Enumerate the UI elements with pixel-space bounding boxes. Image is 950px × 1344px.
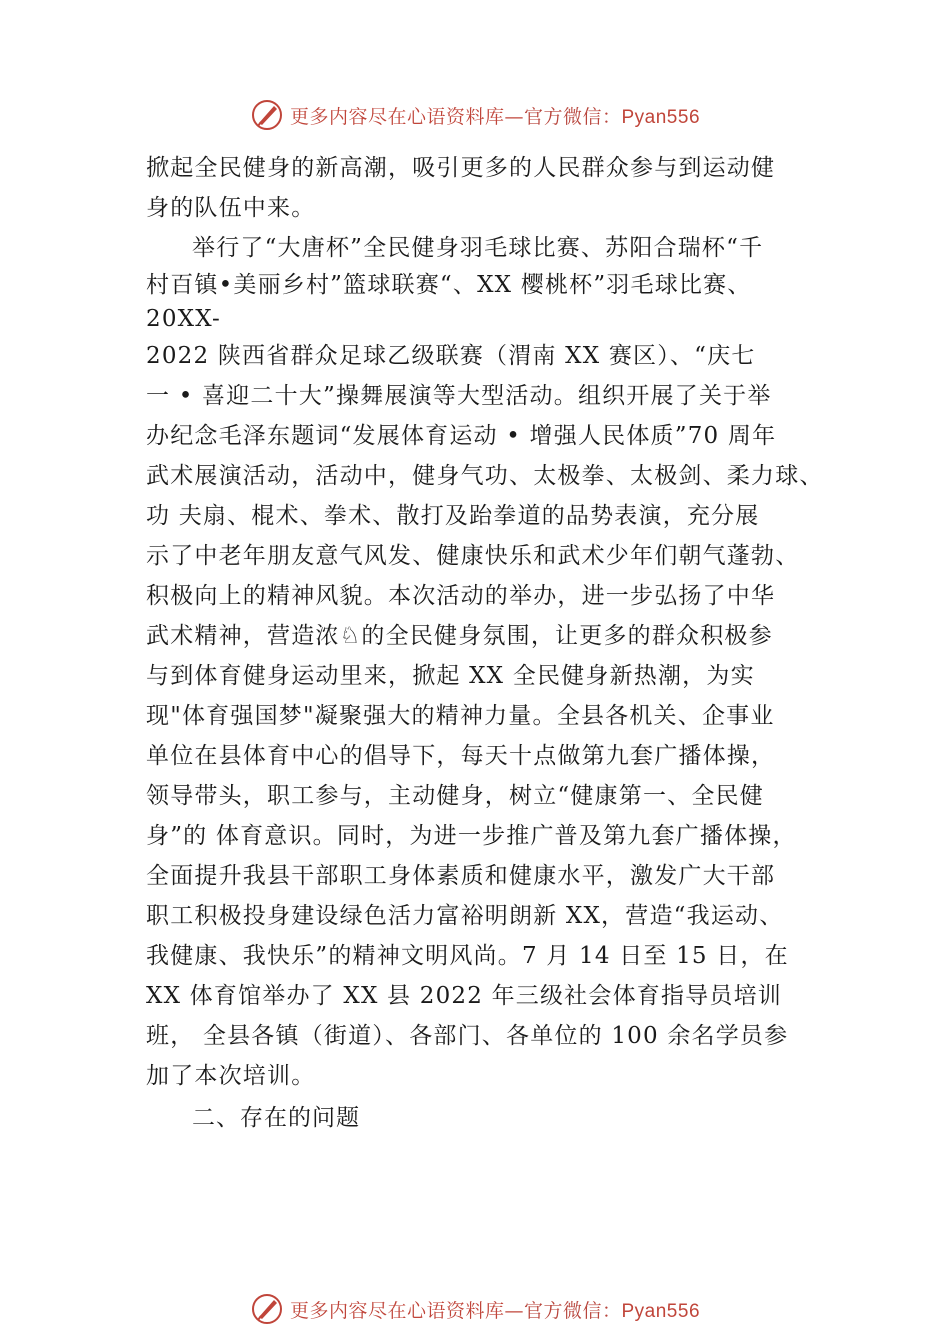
body-line: 武术展演活动，活动中，健身气功、太极拳、太极剑、柔力球、 [146,463,824,489]
body-line: 20XX- [146,306,221,332]
body-line: 现"体育强国梦"凝聚强大的精神力量。全县各机关、企事业 [146,703,775,729]
header-wechat-label: 官方微信： [523,105,622,128]
header-banner [0,95,950,135]
body-line: 身的队伍中来。 [146,195,316,221]
body-line: 职工积极投身建设绿色活力富裕明朗新 XX，营造“我运动、 [146,903,784,929]
footer-banner [0,1289,950,1329]
footer-wechat-label: 官方微信： [523,1299,622,1322]
header-text [290,102,700,129]
body-line: 武术精神，营造浓♘的全民健身氛围，让更多的群众积极参 [146,623,773,649]
body-line: 功 夫扇、棍术、拳术、散打及跆拳道的品势表演，充分展 [146,503,760,529]
footer-dash: — [504,1299,524,1322]
body-line: 2022 陕西省群众足球乙级联赛（渭南 XX 赛区）、“庆七 [146,343,756,369]
footer-wechat-id: Pyan556 [621,1300,701,1322]
quill-pen-logo-icon [250,98,284,132]
footer-library-name: 更多内容尽在心语资料库 [289,1299,505,1322]
body-line: 全面提升我县干部职工身体素质和健康水平，激发广大干部 [146,863,776,889]
body-line: 举行了“大唐杯”全民健身羽毛球比赛、苏阳合瑞杯“千 [192,235,764,261]
document-body [146,148,822,1138]
header-library-name: 更多内容尽在心语资料库 [289,105,505,128]
body-line: 领导带头，职工参与，主动健身，树立“健康第一、全民健 [146,783,764,809]
body-line: 示了中老年朋友意气风发、健康快乐和武术少年们朝气蓬勃、 [146,543,800,569]
body-line: 掀起全民健身的新高潮，吸引更多的人民群众参与到运动健 [146,155,776,181]
body-line: 与到体育健身运动里来，掀起 XX 全民健身新热潮，为实 [146,663,755,689]
header-dash: — [504,105,524,128]
footer-text [290,1296,700,1323]
body-line: 办纪念毛泽东题词“发展体育运动 • 增强人民体质”70 周年 [146,423,777,449]
body-line: 一 • 喜迎二十大”操舞展演等大型活动。组织开展了关于举 [146,383,772,409]
body-line: 身”的 体育意识。同时，为进一步推广普及第九套广播体操， [146,823,797,849]
body-line: 我健康、我快乐”的精神文明风尚。7 月 14 日至 15 日，在 [146,943,789,969]
quill-pen-logo-icon [250,1292,284,1326]
body-line: 加了本次培训。 [146,1063,316,1089]
header-wechat-id: Pyan556 [621,106,701,128]
body-line: 班， 全县各镇（街道）、各部门、各单位的 100 余名学员参 [146,1023,789,1049]
body-line: 积极向上的精神风貌。本次活动的举办，进一步弘扬了中华 [146,583,776,609]
body-line: 村百镇•美丽乡村”篮球联赛“、XX 樱桃杯”羽毛球比赛、 [146,272,752,298]
section-heading: 二、存在的问题 [192,1105,360,1131]
body-line: 单位在县体育中心的倡导下，每天十点做第九套广播体操， [146,743,776,769]
body-line: XX 体育馆举办了 XX 县 2022 年三级社会体育指导员培训 [146,983,782,1009]
